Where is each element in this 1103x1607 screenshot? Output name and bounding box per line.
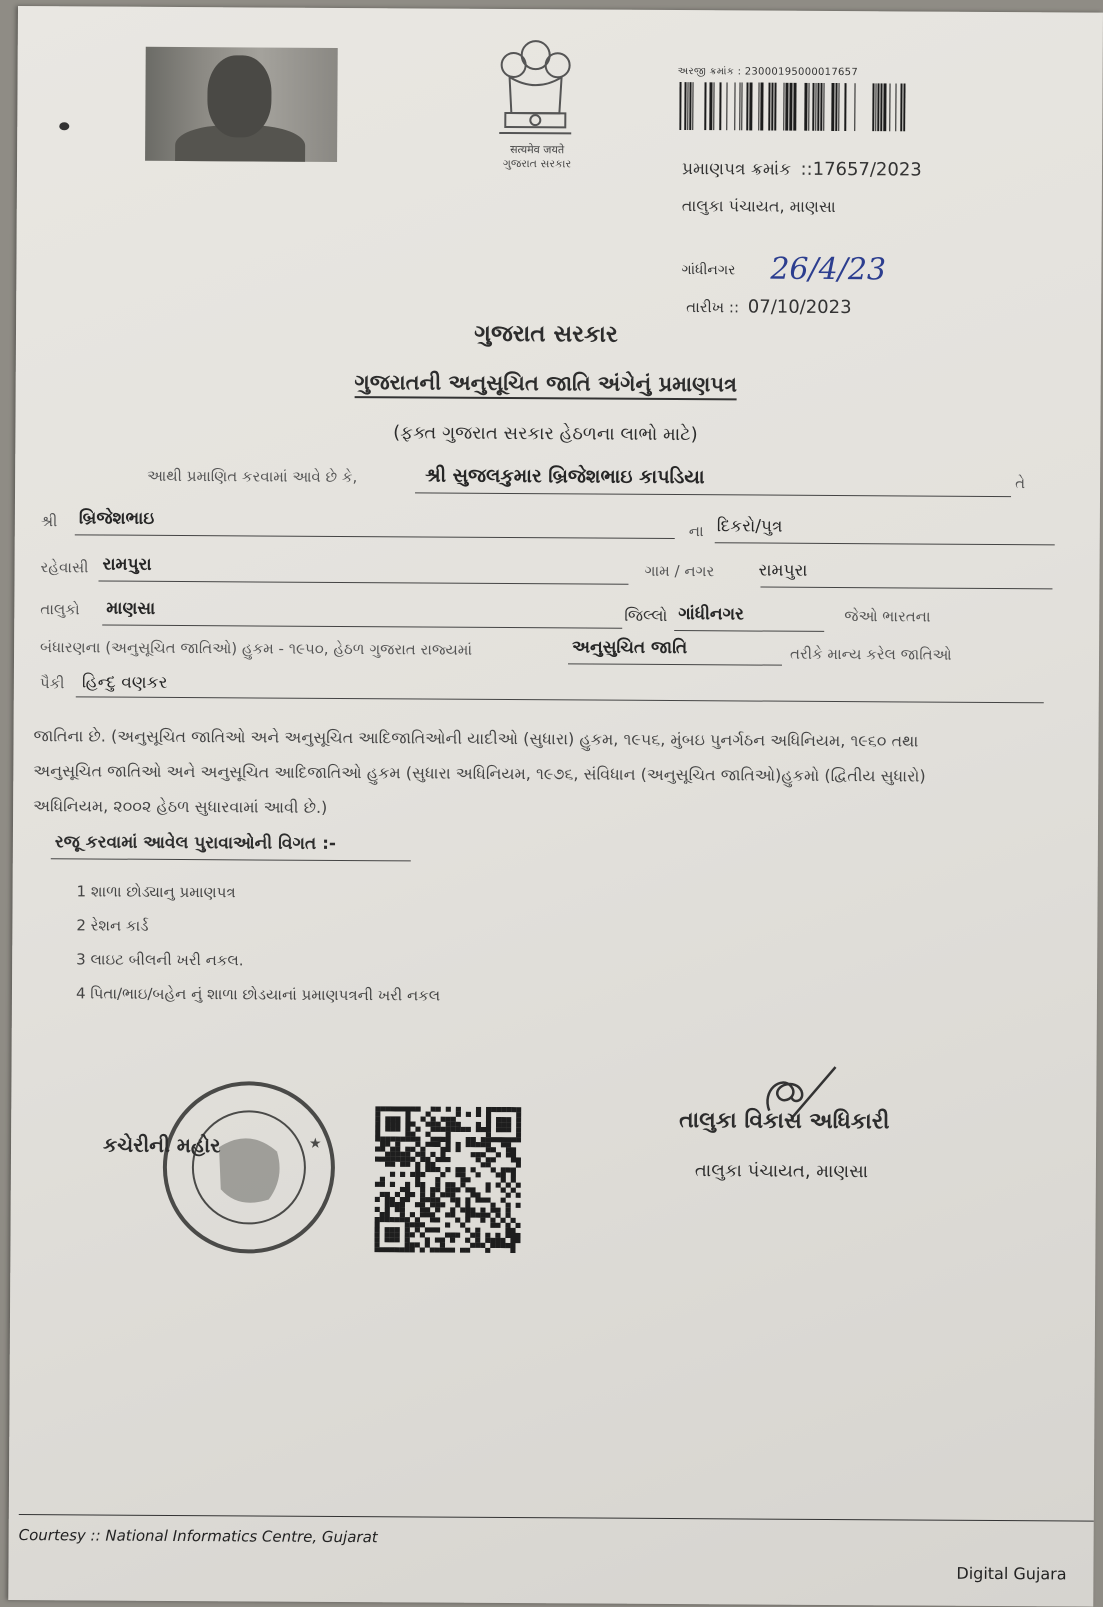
district-suffix: જેઓ ભારતના (844, 607, 931, 626)
holder-name: શ્રી સુજલકુમાર બ્રિજેશભાઇ કાપડિયા (425, 464, 705, 489)
office-seal-label: કચેરીની મહોર (102, 1132, 221, 1158)
certificate-number-label: પ્રમાણપત્ર ક્રમાંક (681, 159, 792, 180)
punch-mark (59, 122, 69, 130)
father-name: બ્રિજેશભાઇ (78, 508, 155, 529)
courtesy-text: Courtesy :: National Informatics Centre, Gujarat (18, 1526, 378, 1547)
caste-value: હિન્દુ વણકર (81, 672, 168, 693)
issue-date (686, 296, 852, 318)
resident-value: રામપુરા (102, 554, 152, 575)
village-value: રામપુરા (758, 560, 808, 581)
application-number: અરજી ક્રમાંક : 23000195000017657 (677, 66, 859, 79)
evidence-item: 3 લાઇટ બીલની ખરી નકલ. (76, 950, 244, 970)
certificate-number (682, 158, 922, 180)
taluka-label: તાલુકો (40, 600, 80, 619)
officer-title: તાલુકા વિકાસ અધિકારી (679, 1108, 890, 1135)
village-label: ગામ / નગર (644, 561, 715, 581)
government-heading: ગુજરાત સરકાર (474, 320, 618, 348)
certificate-title: ગુજરાતની અનુસૂચિત જાતિ અંગેનું પ્રમાણપત્ર (16, 368, 1076, 399)
taluka-value: માણસા (106, 598, 156, 619)
svg-text:★: ★ (309, 1135, 322, 1152)
application-number-value: 23000195000017657 (744, 66, 859, 79)
barcode (679, 82, 905, 131)
intro-text: આથી પ્રમાણિત કરવામાં આવે છે કે, (147, 466, 358, 487)
issue-date-value: 07/10/2023 (747, 296, 852, 319)
verification-qr-code (374, 1106, 521, 1253)
handwritten-date (766, 247, 906, 292)
relation-value: દિકરો/પુત્ર (716, 516, 783, 537)
district-label: જિલ્લો (624, 605, 668, 625)
emblem-caption (457, 143, 617, 172)
certificate-number-value: ::17657/2023 (800, 158, 922, 181)
digital-gujarat-text: Digital Gujara (956, 1563, 1067, 1584)
legal-paragraph (33, 718, 1034, 829)
evidence-item: 2 રેશન કાર્ડ (76, 916, 149, 935)
footer-divider (19, 1514, 1094, 1522)
ashoka-emblem-icon (489, 33, 582, 144)
application-number-label: અરજી ક્રમાંક (677, 66, 735, 78)
svg-text:26/4/23: 26/4/23 (770, 251, 887, 288)
issue-place: ગાંધીનગર (681, 262, 736, 279)
emblem-motto: सत्यमेव जयते (510, 143, 565, 157)
caste-label: પૈકી (39, 674, 65, 693)
legal-paragraph-line: જાતિના છે. (અનુસૂચિત જાતિઓ અને અનુસૂચિત આદિજાતિઓની યાદીઓ (સુધારા) હુકમ, ૧૯૫૬, મુંબઇ પુનર્ગઠન અધિનિયમ, ૧૯૬૦ તથા (33, 726, 919, 751)
constitution-text: બંધારણના (અનુસૂચિત જાતિઓ) હુકમ - ૧૯૫૦, હેઠળ ગુજરાત રાજ્યમાં (40, 638, 473, 659)
legal-paragraph-line: અધિનિયમ, ૨૦૦૨ હેઠળ સુધારવામાં આવી છે.) (33, 796, 328, 817)
issue-date-label: તારીખ :: (686, 298, 740, 317)
applicant-photo (145, 47, 338, 162)
category-suffix: તરીકે માન્ય કરેલ જાતિઓ (790, 644, 952, 664)
issuing-office: તાલુકા પંચાયત, માણસા (681, 196, 836, 216)
relation-label: ના (688, 522, 704, 541)
certificate-subtitle: (ફક્ત ગુજરાત સરકાર હેઠળના લાભો માટે) (393, 422, 698, 446)
office-seal-stamp (158, 1077, 339, 1258)
legal-paragraph-line: અનુસૂચિત જાતિઓ અને અનુસૂચિત આદિજાતિઓ હુકમ (સુધારા અધિનિયમ, ૧૯૭૬, સંવિધાન (અનુસૂચિત જાતિઓ)હુકમો (દ્વિતીય સુધારો) (33, 761, 926, 786)
resident-label: રહેવાસી (40, 558, 89, 577)
evidence-heading: રજૂ કરવામાં આવેલ પુરાવાઓની વિગત :- (54, 832, 337, 854)
father-label: શ્રી (40, 512, 58, 531)
evidence-item: 4 પિતા/ભાઇ/બહેન નું શાળા છોડયાનાં પ્રમાણપત્રની ખરી નકલ (75, 984, 441, 1005)
evidence-item: 1 શાળા છોડ્યાનુ પ્રમાણપત્ર (76, 882, 236, 902)
emblem-state: ગુજરાત સરકાર (502, 156, 572, 171)
district-value: ગાંધીનગર (678, 604, 744, 625)
holder-suffix: તે (1015, 474, 1026, 493)
certificate-page (8, 6, 1103, 1607)
officer-office: તાલુકા પંચાયત, માણસા (694, 1160, 869, 1183)
category-value: અનુસુચિત જાતિ (572, 637, 688, 659)
